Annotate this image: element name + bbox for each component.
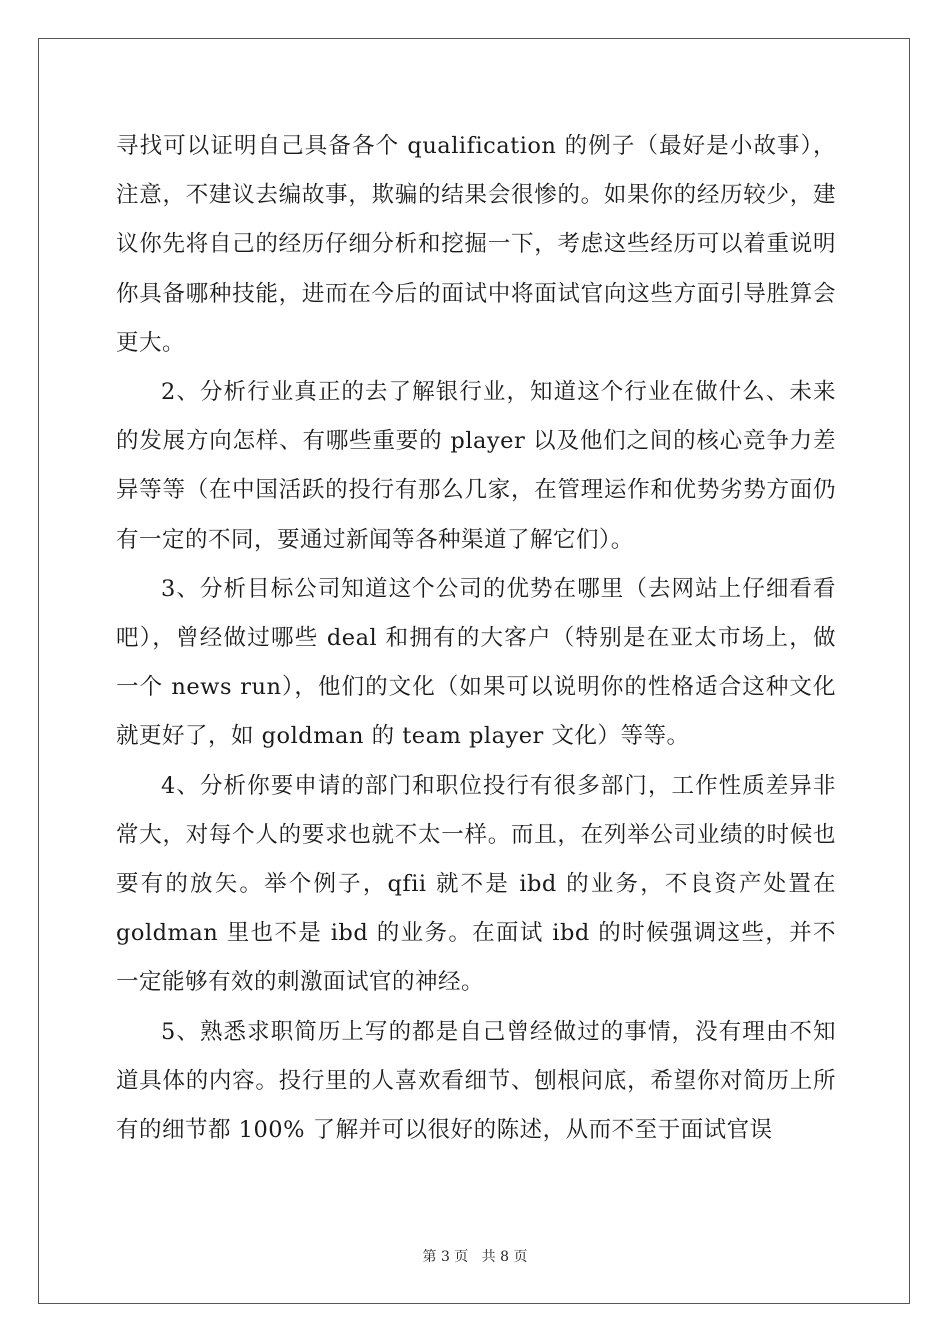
page-number: 第 3 页 bbox=[422, 1249, 469, 1265]
paragraph-1: 寻找可以证明自己具备各个 qualification 的例子（最好是小故事），注意，不建议去编故事，欺骗的结果会很惨的。如果你的经历较少，建议你先将自己的经历仔细分析和挖掘一下，考虑这些经历可以着重说明你具备哪种技能，进而在今后的面试中将面试官向这些方面引导胜算会更大。 bbox=[116, 133, 836, 356]
document-body bbox=[116, 122, 836, 1155]
page-total: 共 8 页 bbox=[481, 1249, 528, 1265]
page-footer bbox=[0, 1246, 950, 1266]
footer-spacer bbox=[468, 1249, 481, 1265]
paragraph-2: 2、分析行业真正的去了解银行业，知道这个行业在做什么、未来的发展方向怎样、有哪些重要的 player 以及他们之间的核心竞争力差异等等（在中国活跃的投行有那么几家，在管理运作和优势劣势方面仍有一定的不同，要通过新闻等各种渠道了解它们）。 bbox=[116, 379, 836, 553]
paragraph-4: 4、分析你要申请的部门和职位投行有很多部门，工作性质差异非常大，对每个人的要求也就不太一样。而且，在列举公司业绩的时候也要有的放矢。举个例子，qfii 就不是 ibd 的业务，不良资产处置在 goldman 里也不是 ibd 的业务。在面试 ibd 的时候强调这些，并不一定能够有效的刺激面试官的神经。 bbox=[116, 772, 836, 996]
paragraph-5: 5、熟悉求职简历上写的都是自己曾经做过的事情，没有理由不知道具体的内容。投行里的人喜欢看细节、刨根问底，希望你对简历上所有的细节都 100% 了解并可以很好的陈述，从而不至于面试官误 bbox=[116, 1018, 836, 1144]
paragraph-3: 3、分析目标公司知道这个公司的优势在哪里（去网站上仔细看看吧），曾经做过哪些 deal 和拥有的大客户（特别是在亚太市场上，做一个 news run），他们的文化（如果可以说明你的性格适合这种文化就更好了，如 goldman 的 team player 文化）等等。 bbox=[116, 575, 836, 750]
